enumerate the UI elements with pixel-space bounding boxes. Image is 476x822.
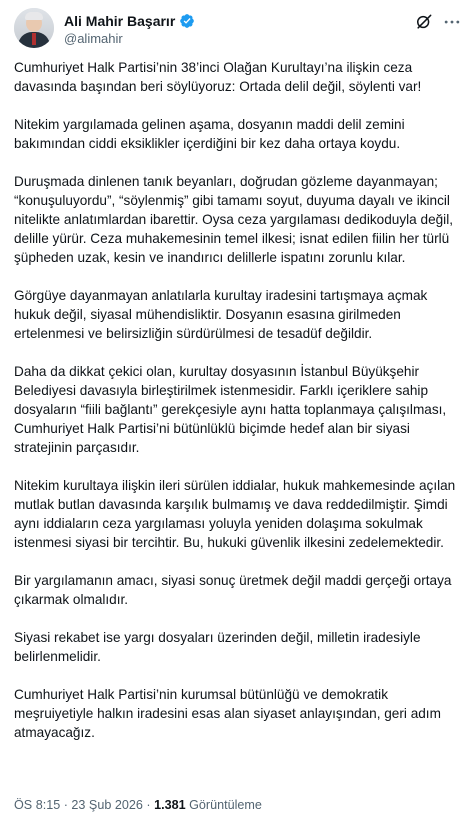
- tweet-paragraph: Nitekim kurultaya ilişkin ileri sürülen iddialar, hukuk mahkemesinde açılan mutlak butlan davasında karşılık bulmamış ve dava reddedilmiştir. Şimdi aynı iddiaların ceza yargılaması yoluyla yeniden dolaşıma sokulmak istenmesi siyasi bir tercihtir. Bu, hukuki güvenlik ilkesini zedelemektedir.: [14, 478, 456, 550]
- author-display-name[interactable]: Ali Mahir Başarır: [64, 13, 176, 29]
- tweet-date[interactable]: 23 Şub 2026: [71, 798, 143, 812]
- more-options-icon[interactable]: [442, 12, 462, 32]
- tweet-paragraph: Duruşmada dinlenen tanık beyanları, doğrudan gözleme dayanmayan; “konuşuluyordu”, “söylenmiş” gibi tamamı soyut, duyuma dayalı ve ikincil nitelikte anlatımlardan ibarettir. Oysa ceza yargılaması dedikoduyla değil, delille yürür. Ceza muhakemesinin temel ilkesi; isnat edilen fiilin her türlü şüpheden uzak, kesin ve inandırıcı delillerle ispatını zorunlu kılar.: [14, 174, 454, 265]
- tweet-paragraph: Cumhuriyet Halk Partisi’nin kurumsal bütünlüğü ve demokratik meşruiyetiyle halkın iradesini esas alan siyaset anlayışından, geri adım atmayacağız.: [14, 687, 441, 740]
- tweet-paragraph: Daha da dikkat çekici olan, kurultay dosyasının İstanbul Büyükşehir Belediyesi davasıyla birleştirilmek istenmesidir. Farklı içeriklere sahip dosyaların “fiili bağlantı” gerekçesiyle aynı hatta toplanmaya çalışılması, Cumhuriyet Halk Partisi’ni bütünlüklü biçimde hedef alan bir siyasi stratejinin parçasıdır.: [14, 364, 447, 455]
- author-name-row: [64, 12, 195, 30]
- tweet-paragraph: Nitekim yargılamada gelinen aşama, dosyanın maddi delil zemini bakımından ciddi eksiklikler içerdiğini bir kez daha ortaya koydu.: [14, 117, 405, 151]
- meta-separator: ·: [60, 798, 72, 812]
- tweet-header: [14, 6, 462, 50]
- author-handle[interactable]: @alimahir: [64, 31, 123, 46]
- verified-badge-icon[interactable]: [179, 13, 195, 29]
- tweet-paragraph: Bir yargılamanın amacı, siyasi sonuç üretmek değil maddi gerçeği ortaya çıkarmak olmalıdır.: [14, 573, 452, 607]
- avatar[interactable]: [14, 8, 54, 48]
- author-block: [64, 12, 195, 48]
- tweet-paragraph: Cumhuriyet Halk Partisi’nin 38’inci Olağan Kurultayı’na ilişkin ceza davasında başından beri söylüyoruz: Ortada delil değil, söylenti var!: [14, 60, 422, 94]
- tweet-text: [14, 58, 466, 742]
- tweet-time[interactable]: ÖS 8:15: [14, 798, 61, 812]
- meta-separator: ·: [142, 798, 155, 812]
- tweet-paragraph: Siyasi rekabet ise yargı dosyaları üzerinden değil, milletin iradesiyle belirlenmelidir.: [14, 630, 421, 664]
- view-count: 1.381: [154, 798, 186, 812]
- tweet-paragraph: Görgüye dayanmayan anlatılarla kurultay iradesini tartışmaya açmak hukuk değil, siyasal mühendisliktir. Dosyanın esasına girilmeden ertelenmesi ve belirsizliğin sürdürülmesi de tesadüf değildir.: [14, 288, 428, 341]
- tweet-meta: [14, 796, 262, 814]
- grok-icon[interactable]: [414, 12, 434, 32]
- view-label: Görüntüleme: [189, 798, 262, 812]
